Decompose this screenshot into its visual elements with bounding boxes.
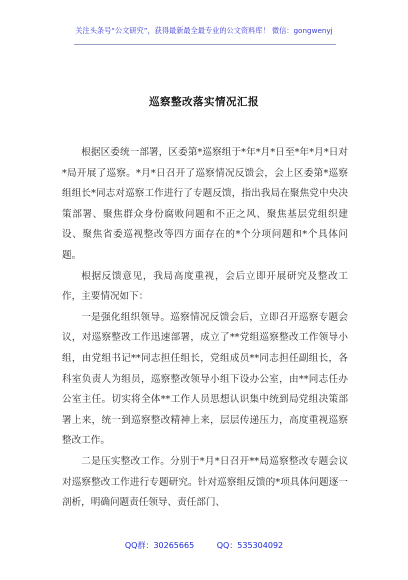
document-body bbox=[62, 143, 348, 514]
footer-qq-group: QQ群：30265665 bbox=[124, 541, 195, 550]
body-paragraph: 根据反馈意见，我局高度重视，会后立即开展研究及整改工作，主要情况如下： bbox=[62, 270, 348, 303]
document-title: 巡察整改落实情况汇报 bbox=[149, 96, 259, 108]
page-footer bbox=[0, 540, 408, 551]
footer-qq-contact: QQ：535304092 bbox=[216, 541, 284, 550]
body-paragraph: 一是强化组织领导。巡察情况反馈会后，立即召开巡察专题会议，对巡察整改工作迅速部署，成立了**党组巡察整改工作领导小组，由党组书记**同志担任组长，党组成员**同志担任副组长，各科室负责人为组员，巡察整改领导小组下设办公室，由**同志任办公室主任。切实将全体**工作人员思想认识集中统到局党组决策部署上来，统一到巡察整改精神上来，层层传递压力，高度重视巡察整改工作。 bbox=[62, 311, 348, 447]
page-header-banner: 关注头条号“公文研究”，获得最新最全最专业的公文资料库！ 微信：gongwenyj bbox=[75, 26, 333, 35]
header-divider bbox=[74, 44, 336, 45]
body-paragraph: 二是压实整改工作。分别于*月*日召开**局巡察整改专题会议对巡察整改工作进行专题研究。针对巡察组反馈的*项具体问题逐一剖析，明确问题责任领导、责任部门、 bbox=[62, 455, 348, 509]
body-paragraph: 根据区委统一部署，区委第*巡察组于*年*月*日至*年*月*日对*局开展了巡察。*月*日召开了巡察情况反馈会，会上区委第*巡察组组长*同志对巡察工作进行了专题反馈，指出我局在聚焦党中央决策部署、聚焦群众身份腐败问题和不正之风、聚焦基层党组织建设、聚焦省委巡视整改等四方面存在的*个分项问题和*个具体问题。 bbox=[62, 147, 348, 261]
